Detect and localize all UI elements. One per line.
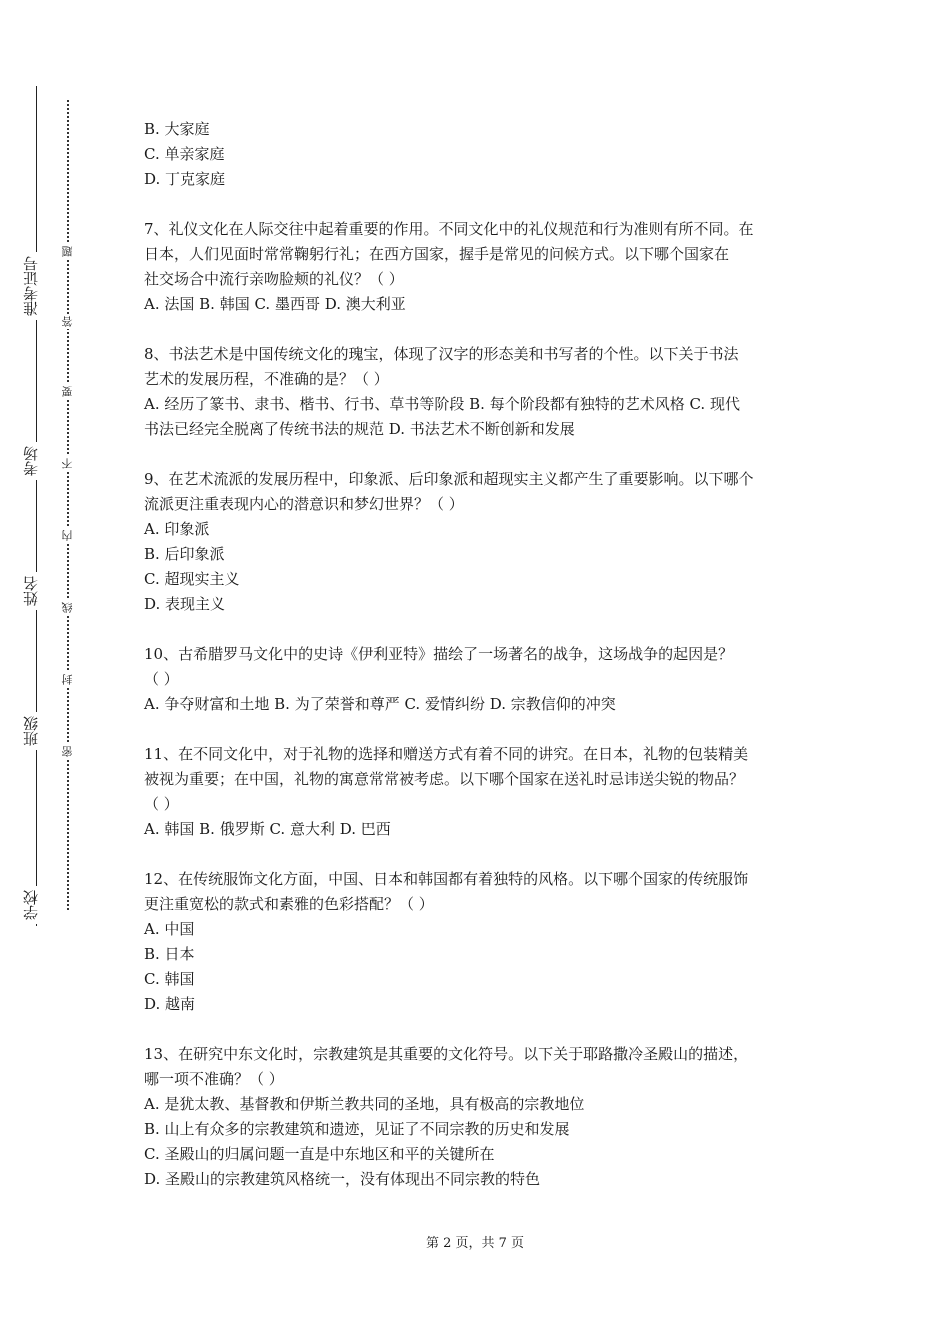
seal-char-yao: 要 — [61, 386, 74, 397]
option-c: C. 韩国 — [144, 970, 195, 988]
question-7 — [144, 217, 804, 317]
seal-char-xian: 线 — [61, 602, 74, 613]
question-9 — [144, 467, 804, 617]
options-line: 书法已经完全脱离了传统书法的规范 D. 书法艺术不断创新和发展 — [144, 420, 575, 438]
question-text: 更注重宽松的款式和素雅的色彩搭配？（ ） — [144, 895, 434, 913]
options-line: A. 韩国 B. 俄罗斯 C. 意大利 D. 巴西 — [144, 820, 391, 838]
options-line: A. 经历了篆书、隶书、楷书、行书、草书等阶段 B. 每个阶段都有独特的艺术风格 C. 现代 — [144, 395, 740, 413]
field-class: 班级 — [20, 712, 52, 750]
binding-margin — [0, 0, 110, 1344]
binding-dotted-line — [67, 100, 69, 910]
question-10 — [144, 642, 804, 717]
option-b: B. 日本 — [144, 945, 195, 963]
seal-char-mi: 密 — [61, 746, 74, 757]
seal-char-bu: 不 — [61, 458, 74, 469]
question-text: 9、在艺术流派的发展历程中，印象派、后印象派和超现实主义都产生了重要影响。以下哪个 — [144, 470, 754, 488]
binding-solid-line — [36, 86, 37, 926]
question-text: （ ） — [144, 795, 179, 813]
field-name: 姓名 — [20, 572, 52, 610]
field-exam-number: 准考证号 — [20, 252, 52, 320]
option-d: D. 丁克家庭 — [144, 170, 226, 188]
question-text: 被视为重要；在中国，礼物的寓意常常被考虑。以下哪个国家在送礼时忌讳送尖锐的物品？ — [144, 770, 745, 788]
field-exam-room: 考场 — [20, 442, 52, 480]
option-d: D. 越南 — [144, 995, 196, 1013]
question-text: 8、书法艺术是中国传统文化的瑰宝，体现了汉字的形态美和书写者的个性。以下关于书法 — [144, 345, 739, 363]
question-12 — [144, 867, 804, 1017]
question-text: 11、在不同文化中，对于礼物的选择和赠送方式有着不同的讲究。在日本，礼物的包装精美 — [144, 745, 749, 763]
question-8 — [144, 342, 804, 442]
question-text: 哪一项不准确？（ ） — [144, 1070, 284, 1088]
options-line: A. 法国 B. 韩国 C. 墨西哥 D. 澳大利亚 — [144, 295, 406, 313]
question-text: 13、在研究中东文化时，宗教建筑是其重要的文化符号。以下关于耶路撒冷圣殿山的描述， — [144, 1045, 749, 1063]
question-content — [144, 117, 804, 1217]
seal-char-ti: 题 — [61, 246, 74, 257]
option-d: D. 表现主义 — [144, 595, 226, 613]
option-d: D. 圣殿山的宗教建筑风格统一，没有体现出不同宗教的特色 — [144, 1170, 541, 1188]
option-c: C. 单亲家庭 — [144, 145, 225, 163]
option-c: C. 超现实主义 — [144, 570, 240, 588]
page-number: 第 2 页，共 7 页 — [425, 1236, 525, 1251]
question-text: 7、礼仪文化在人际交往中起着重要的作用。不同文化中的礼仪规范和行为准则有所不同。在 — [144, 220, 754, 238]
seal-char-da: 答 — [61, 316, 74, 327]
question-11 — [144, 742, 804, 842]
option-a: A. 印象派 — [144, 520, 210, 538]
seal-char-nei: 内 — [61, 530, 74, 541]
option-a: A. 是犹太教、基督教和伊斯兰教共同的圣地，具有极高的宗教地位 — [144, 1095, 585, 1113]
question-6-options — [144, 117, 804, 192]
question-text: 10、古希腊罗马文化中的史诗《伊利亚特》描绘了一场著名的战争，这场战争的起因是？ — [144, 645, 734, 663]
options-line: A. 争夺财富和土地 B. 为了荣誉和尊严 C. 爱情纠纷 D. 宗教信仰的冲突 — [144, 695, 616, 713]
question-text: 12、在传统服饰文化方面，中国、日本和韩国都有着独特的风格。以下哪个国家的传统服饰 — [144, 870, 749, 888]
field-school: 学校 — [20, 886, 52, 924]
question-13 — [144, 1042, 804, 1192]
option-b: B. 山上有众多的宗教建筑和遗迹，见证了不同宗教的历史和发展 — [144, 1120, 570, 1138]
seal-char-feng: 封 — [61, 674, 74, 685]
option-a: A. 中国 — [144, 920, 195, 938]
option-b: B. 大家庭 — [144, 120, 210, 138]
option-c: C. 圣殿山的归属问题一直是中东地区和平的关键所在 — [144, 1145, 495, 1163]
option-b: B. 后印象派 — [144, 545, 225, 563]
question-text: 社交场合中流行亲吻脸颊的礼仪？（ ） — [144, 270, 404, 288]
question-text: 日本，人们见面时常常鞠躬行礼；在西方国家，握手是常见的问候方式。以下哪个国家在 — [144, 245, 730, 263]
question-text: 艺术的发展历程，不准确的是？（ ） — [144, 370, 389, 388]
question-text: （ ） — [144, 670, 179, 688]
question-text: 流派更注重表现内心的潜意识和梦幻世界？（ ） — [144, 495, 464, 513]
